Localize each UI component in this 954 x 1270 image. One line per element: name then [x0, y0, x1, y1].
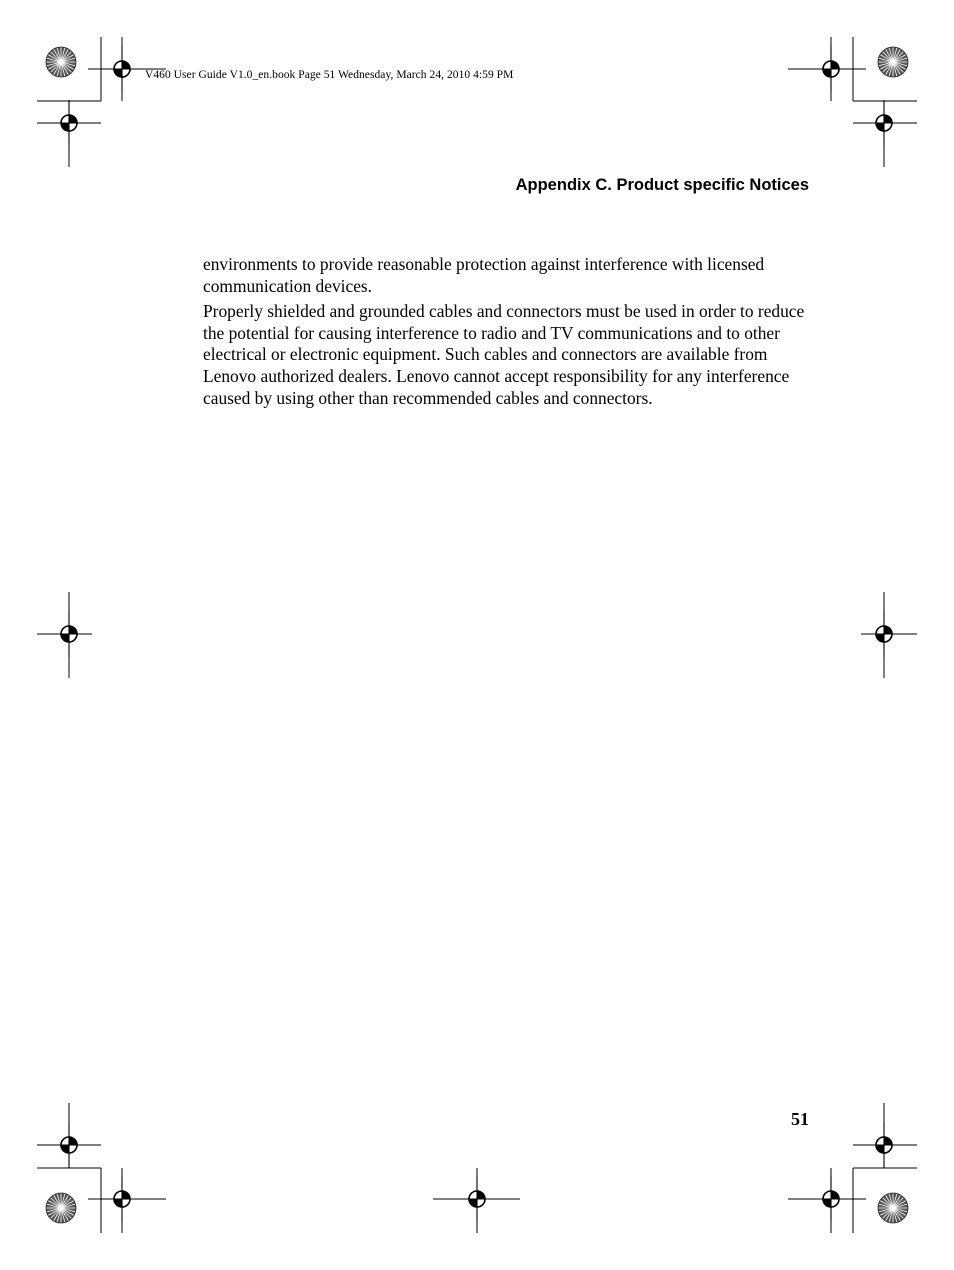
paragraph: environments to provide reasonable protection against interference with licensed communication devices. — [203, 254, 765, 296]
star-target-icon — [878, 47, 908, 77]
page-number: 51 — [791, 1109, 809, 1129]
page-title: Appendix C. Product specific Notices — [515, 176, 809, 194]
star-target-icon — [46, 1193, 76, 1223]
crop-lines — [37, 37, 917, 1233]
print-slug: V460 User Guide V1.0_en.book Page 51 Wednesday, March 24, 2010 4:59 PM — [145, 69, 514, 81]
registration-lines — [37, 37, 917, 1233]
star-target-icon — [46, 47, 76, 77]
paragraph: Properly shielded and grounded cables and connectors must be used in order to reduce the potential for causing interference to radio and TV communications and to other electrical or electronic equipment. Such cables and connectors are available from Lenovo authorized dealers. Lenovo cannot accept responsibility for any interference caused by using other than recommended cables and connectors. — [203, 301, 805, 408]
body-text — [203, 254, 813, 413]
star-target-icon — [878, 1193, 908, 1223]
